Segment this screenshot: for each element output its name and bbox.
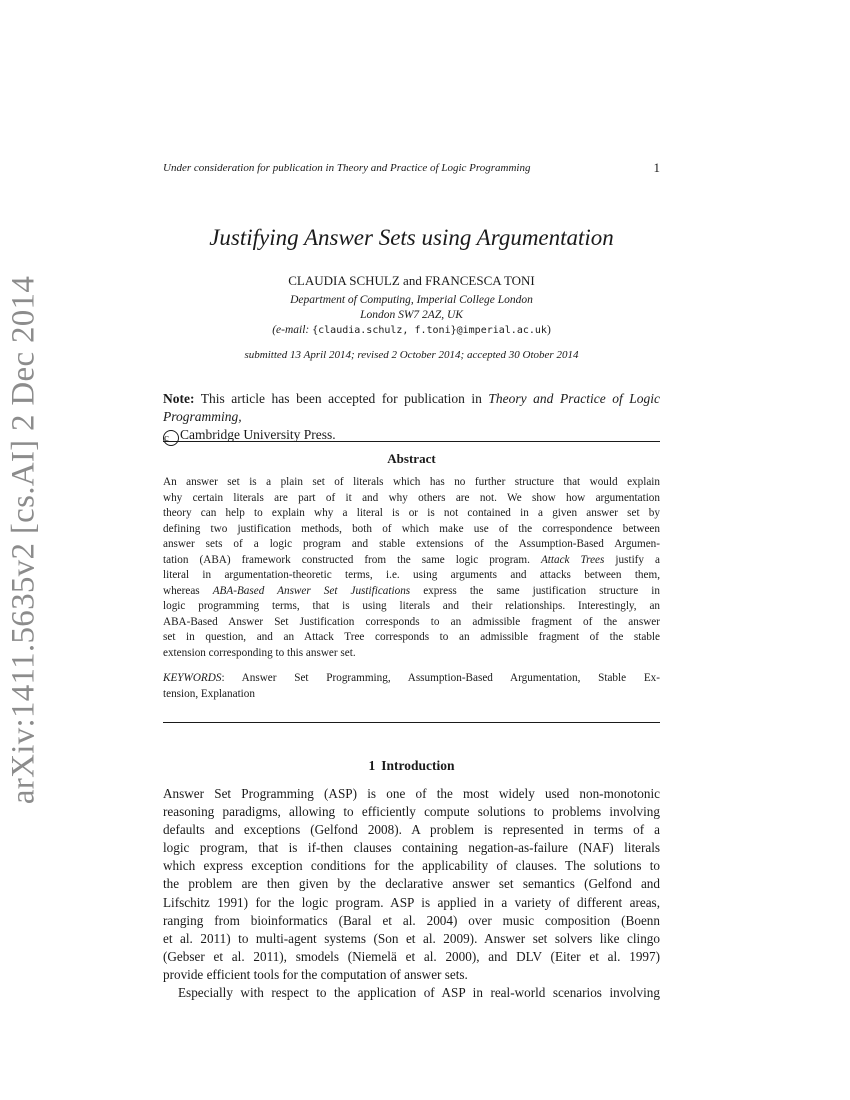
arxiv-identifier-text: arXiv:1411.5635v2 [cs.AI] 2 Dec 2014 [5,275,42,805]
intro-line: Answer Set Programming (ASP) is one of the most widely used non-monotonic [163,786,660,801]
affiliation-email-line [163,323,660,338]
copyright-icon: c [163,430,179,446]
note-label: Note: [163,391,195,406]
intro-line: Lifschitz 1991) for the logic program. ASP is applied in a variety of different areas, [163,894,660,910]
abstract-line: theory can help to explain why a literal is or is not contained in a given answer set by [163,507,660,519]
affiliation-department: Department of Computing, Imperial College London [290,294,533,306]
introduction-body [163,785,660,1002]
keywords-text: : Answer Set Programming, Assumption-Based Argumentation, Stable Ex- [221,672,660,684]
abstract-line-text: justify a [615,553,660,566]
publication-note [163,390,660,446]
paper-title: Justifying Answer Sets using Argumentation [209,225,614,250]
submission-dates: submitted 13 April 2014; revised 2 October 2014; accepted 30 Otober 2014 [244,349,579,361]
abstract-line: answer sets of a logic program and stable extensions of the Assumption-Based Argumen- [163,538,660,550]
intro-line: defaults and exceptions (Gelfond 2008). A problem is represented in terms of a [163,822,660,838]
affiliation-address: London SW7 2AZ, UK [360,309,463,321]
keywords [163,671,660,702]
intro-line: which express exception conditions for the applicability of clauses. The solutions to [163,858,660,874]
abstract-heading: Abstract [387,451,436,466]
abstract-line: ABA-Based Answer Set Justification corresponds to an admissible fragment of the answer [163,615,660,628]
abstract-line: An answer set is a plain set of literals which has no further structure that would explain [163,476,660,488]
paper-authors: CLAUDIA SCHULZ and FRANCESCA TONI [288,273,535,288]
abstract-line: logic programming terms, that is using literals and their relationships. Interestingly, an [163,600,660,612]
abstract-bottom-rule [163,722,660,723]
abstract-line: why certain literals are part of it and why others are not. We show how argumentation [163,491,660,504]
attack-trees-term: Attack Trees [540,553,605,566]
abstract-line: literal in argumentation-theoretic terms, i.e. using arguments and attacks between them, [163,569,660,581]
keywords-line-2: tension, Explanation [163,687,255,700]
abstract-line-text: tation (ABA) framework constructed from the same logic program. [163,553,530,566]
section-heading [163,758,660,774]
keywords-line-1 [163,671,660,687]
intro-line: provide efficient tools for the computation of answer sets. [163,966,468,982]
intro-line: ranging from bioinformatics (Baral et al. 2004) over music composition (Boenn [163,912,660,928]
intro-paragraph-2 [163,984,660,1002]
keywords-label: KEYWORDS [163,672,222,684]
abstract-body [163,475,660,661]
note-line-2 [163,426,660,446]
abstract-line-text: whereas [163,584,200,597]
intro-paragraph-1 [163,785,660,984]
abstract-line: extension corresponding to this answer set. [163,646,356,659]
email-suffix: ) [546,324,551,336]
section-title: Introduction [381,758,455,773]
abstract-line: defining two justification methods, both of which make use of the correspondence between [163,522,660,535]
intro-line: reasoning paradigms, allowing to efficiently compute solutions to problems involving [163,804,660,820]
intro-line: Especially with respect to the application of ASP in real-world scenarios involving [178,985,660,1001]
note-line-1 [163,390,660,426]
section-number: 1 [368,758,376,773]
intro-line: et al. 2011) to multi-agent systems (Son et al. 2009). Answer set solvers like clingo [163,930,660,946]
note-publisher: Cambridge University Press. [180,427,336,442]
running-head-text: Under consideration for publication in Theory and Practice of Logic Programming [163,162,531,174]
running-head [163,162,660,174]
abstract-line: set in question, and an Attack Tree corresponds to an admissible fragment of the stable [163,631,660,643]
page-number: 1 [653,160,660,175]
abstract-line [163,553,660,569]
intro-line: logic program, that is if-then clauses containing negation-as-failure (NAF) literals [163,840,660,856]
note-journal: Theory and Practice of Logic Programming, [163,391,660,424]
intro-line: the problem are then given by the declarative answer set semantics (Gelfond and [163,876,660,892]
email-addresses: {claudia.schulz, f.toni}@imperial.ac.uk [312,325,547,336]
note-text: This article has been accepted for publication in [200,391,482,406]
email-prefix: (e-mail: [272,324,313,336]
intro-line: (Gebser et al. 2011), smodels (Niemelä et al. 2000), and DLV (Eiter et al. 1997) [163,948,660,964]
aba-justifications-term: ABA-Based Answer Set Justifications [212,584,411,597]
abstract-top-rule [163,441,660,442]
abstract-line [163,584,660,600]
abstract-line-text: express the same justification structure in [423,584,660,597]
author-affiliation [163,293,660,338]
